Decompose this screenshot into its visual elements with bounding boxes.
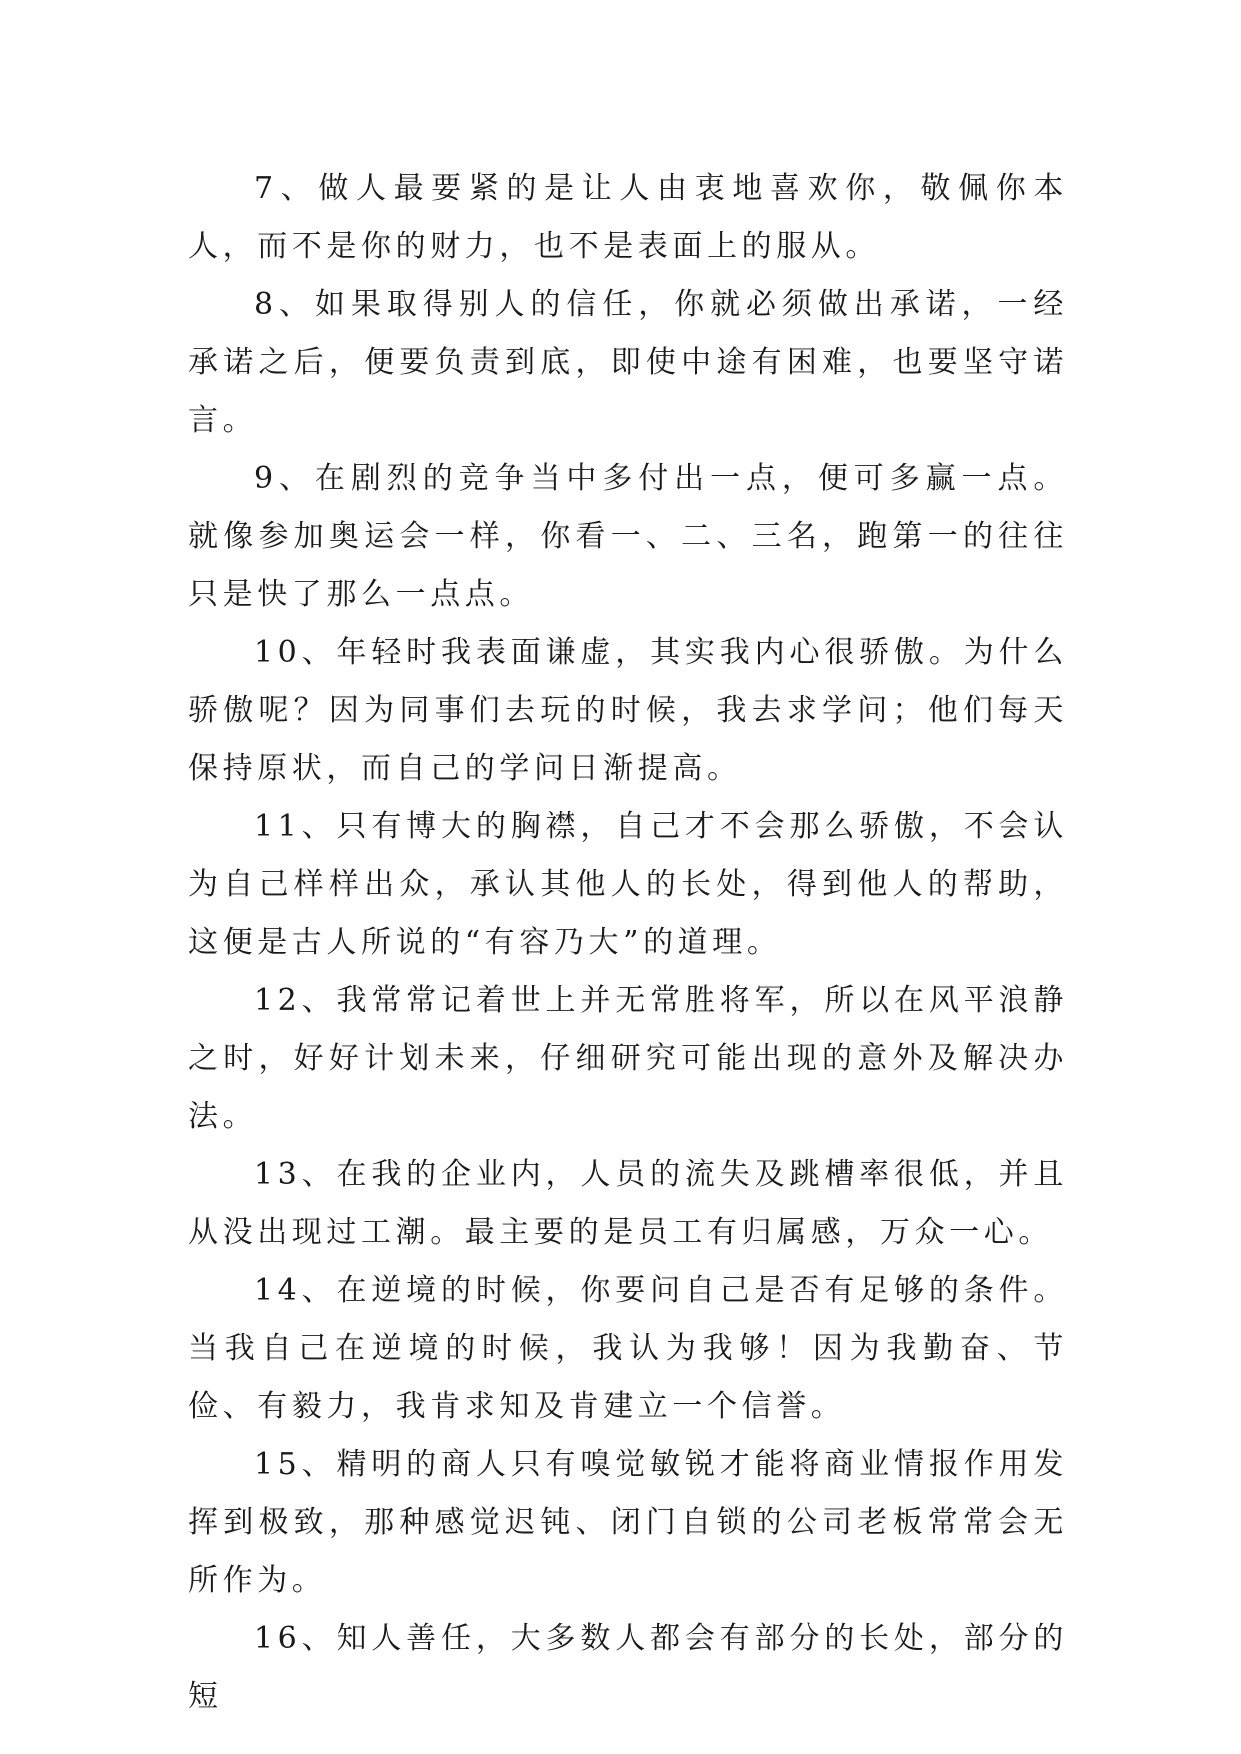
paragraph-9: 9、在剧烈的竞争当中多付出一点，便可多赢一点。就像参加奥运会一样，你看一、二、三名，跑第一的往往只是快了那么一点点。 [188, 461, 1068, 612]
paragraph-13: 13、在我的企业内，人员的流失及跳槽率很低，并且从没出现过工潮。最主要的是员工有归属感，万众一心。 [188, 1157, 1068, 1250]
paragraph-10: 10、年轻时我表面谦虚，其实我内心很骄傲。为什么骄傲呢？因为同事们去玩的时候，我去求学问；他们每天保持原状，而自己的学问日渐提高。 [188, 635, 1068, 786]
paragraph-12: 12、我常常记着世上并无常胜将军，所以在风平浪静之时，好好计划未来，仔细研究可能出现的意外及解决办法。 [188, 983, 1068, 1134]
paragraph-15: 15、精明的商人只有嗅觉敏锐才能将商业情报作用发挥到极致，那种感觉迟钝、闭门自锁的公司老板常常会无所作为。 [188, 1447, 1068, 1598]
paragraph-14: 14、在逆境的时候，你要问自己是否有足够的条件。当我自己在逆境的时候，我认为我够！因为我勤奋、节俭、有毅力，我肯求知及肯建立一个信誉。 [188, 1273, 1068, 1424]
paragraph-11: 11、只有博大的胸襟，自己才不会那么骄傲，不会认为自己样样出众，承认其他人的长处，得到他人的帮助，这便是古人所说的“有容乃大”的道理。 [188, 809, 1068, 960]
paragraph-7: 7、做人最要紧的是让人由衷地喜欢你，敬佩你本人，而不是你的财力，也不是表面上的服从。 [188, 171, 1068, 264]
paragraph-8: 8、如果取得别人的信任，你就必须做出承诺，一经承诺之后，便要负责到底，即使中途有困难，也要坚守诺言。 [188, 287, 1068, 438]
paragraph-16: 16、知人善任，大多数人都会有部分的长处，部分的短 [188, 1621, 1068, 1714]
document-body [188, 160, 1068, 1726]
